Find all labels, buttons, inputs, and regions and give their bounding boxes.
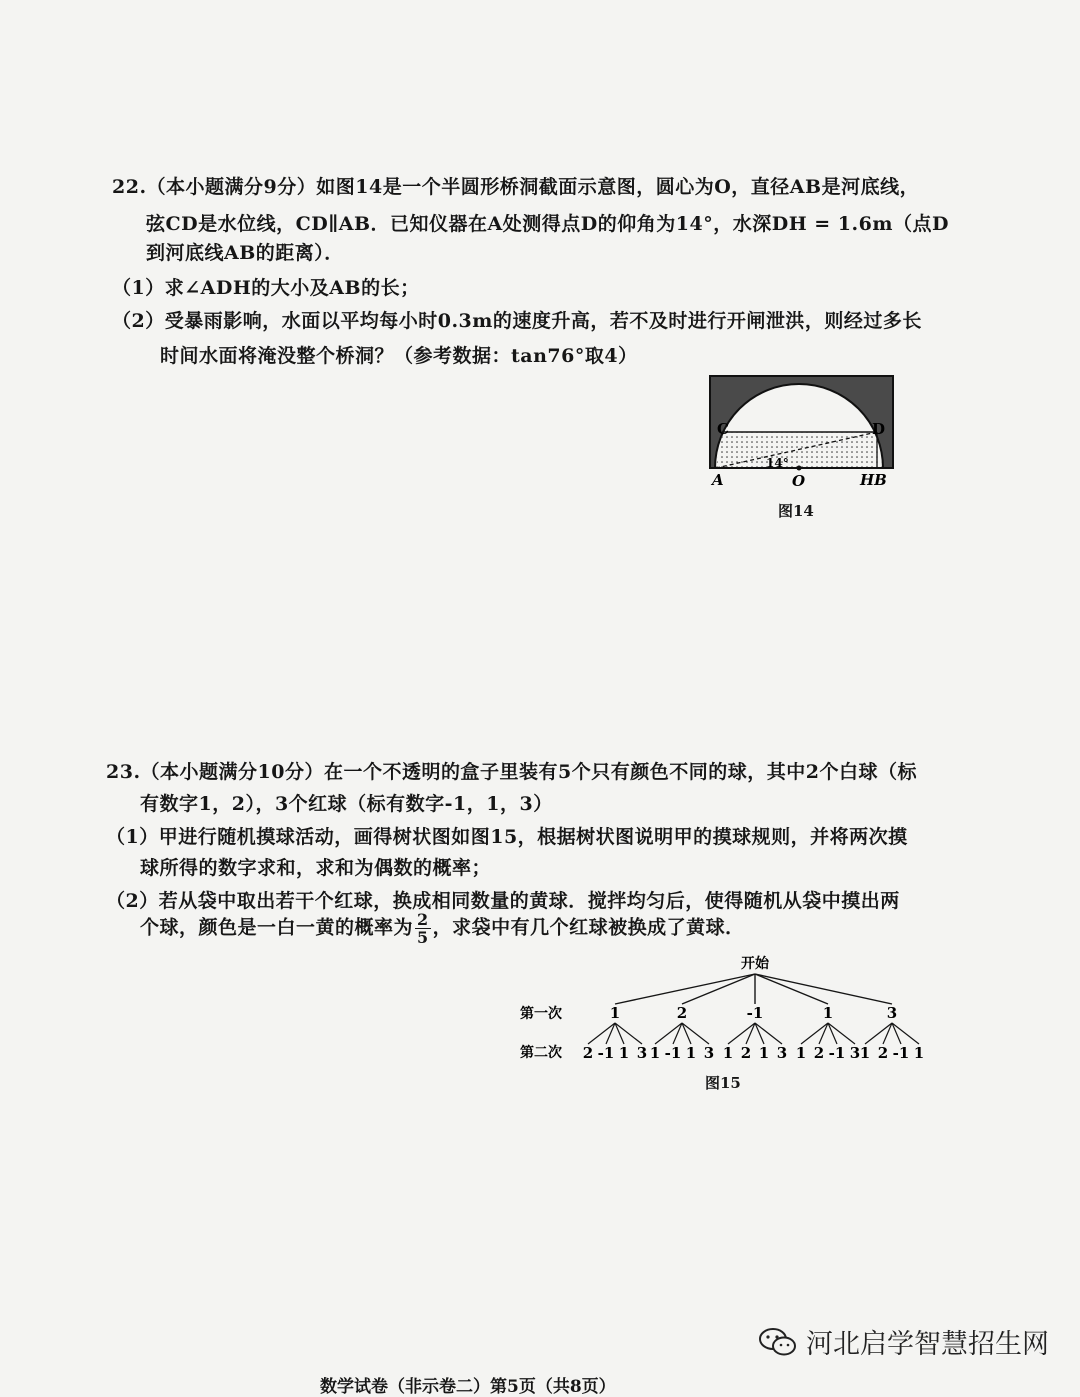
page-footer: 数学试卷（非示卷二）第5页（共8页） <box>320 1377 616 1397</box>
tree-second-draw-node: 1 <box>758 1044 770 1062</box>
tree-second-draw-node: 2 <box>877 1044 889 1062</box>
tree-second-draw-node: 1 <box>795 1044 807 1062</box>
label-a: A <box>712 471 724 489</box>
label-o: O <box>792 472 806 490</box>
q23-line-2: 有数字1，2），3个红球（标有数字-1，1，3） <box>140 793 553 815</box>
probability-fraction <box>415 911 431 946</box>
watermark-text: 河北启学智慧招生网 <box>806 1329 1049 1360</box>
tree-second-draw-node: 2 <box>813 1044 825 1062</box>
tree-first-draw-node: -1 <box>746 1004 764 1022</box>
tree-row-2-label: 第二次 <box>520 1045 562 1061</box>
tree-second-draw-node: 3 <box>636 1044 648 1062</box>
label-d: D <box>872 420 886 438</box>
q23-part-1-line-2: 球所得的数字求和，求和为偶数的概率； <box>140 857 492 879</box>
q22-line-1: 22.（本小题满分9分）如图14是一个半圆形桥洞截面示意图，圆心为O，直径AB是河底线， <box>112 176 920 198</box>
tree-first-draw-node: 2 <box>676 1004 688 1022</box>
figure-15-caption: 图15 <box>705 1074 741 1092</box>
q23-part-2-line-2 <box>140 911 745 946</box>
tree-branch <box>615 974 755 1004</box>
fraction-denominator: 5 <box>417 928 429 947</box>
q22-line-3: 到河底线AB的距离）． <box>146 242 344 264</box>
q23-part-1-line-1: （1）甲进行随机摸球活动，画得树状图如图15，根据树状图说明甲的摸球规则，并将两次摸 <box>106 826 908 848</box>
tree-first-draw-node: 3 <box>886 1004 898 1022</box>
bridge-figure-14 <box>700 370 900 490</box>
tree-branch <box>755 974 828 1004</box>
tree-second-draw-node: 1 <box>722 1044 734 1062</box>
fraction-numerator: 2 <box>417 910 429 929</box>
tree-row-1-label: 第一次 <box>520 1006 562 1022</box>
q23-line-1: 23.（本小题满分10分）在一个不透明的盒子里装有5个只有颜色不同的球，其中2个白球（标 <box>106 761 917 783</box>
q23-part-2-text-b: ，求袋中有几个红球被换成了黄球． <box>432 916 745 939</box>
q22-line-2: 弦CD是水位线，CD∥AB．已知仪器在A处测得点D的仰角为14°，水深DH = 1.6m（点D <box>146 213 949 235</box>
tree-second-draw-node: -1 <box>597 1044 615 1062</box>
figure-14-caption: 图14 <box>778 502 814 520</box>
tree-second-draw-node: -1 <box>664 1044 682 1062</box>
label-hb: HB <box>860 471 887 489</box>
tree-second-draw-node: 3 <box>849 1044 861 1062</box>
tree-second-draw-node: 1 <box>685 1044 697 1062</box>
watermark <box>758 1322 1049 1361</box>
label-c: C <box>717 420 729 438</box>
q23-part-2-text-a: 个球，颜色是一白一黄的概率为 <box>140 916 414 939</box>
tree-second-draw-node: 3 <box>703 1044 715 1062</box>
q23-part-2-line-1: （2）若从袋中取出若干个红球，换成相同数量的黄球．搅拌均匀后，使得随机从袋中摸出两 <box>106 890 900 912</box>
wechat-icon <box>758 1326 798 1358</box>
tree-root: 开始 <box>741 956 769 972</box>
tree-second-draw-node: 1 <box>618 1044 630 1062</box>
q22-part-2-line-1: （2）受暴雨影响，水面以平均每小时0.3m的速度升高，若不及时进行开闸泄洪，则经过多长 <box>112 310 922 332</box>
tree-first-draw-node: 1 <box>822 1004 834 1022</box>
q22-part-2-line-2: 时间水面将淹没整个桥洞？（参考数据：tan76°取4） <box>160 345 638 367</box>
tree-second-draw-node: -1 <box>892 1044 910 1062</box>
label-angle: 14° <box>766 456 789 470</box>
tree-second-draw-node: 2 <box>582 1044 594 1062</box>
tree-second-draw-node: 1 <box>913 1044 925 1062</box>
tree-second-draw-node: 1 <box>649 1044 661 1062</box>
tree-second-draw-node: -1 <box>828 1044 846 1062</box>
tree-branch <box>755 974 892 1004</box>
tree-first-draw-node: 1 <box>609 1004 621 1022</box>
tree-second-draw-node: 2 <box>740 1044 752 1062</box>
tree-diagram-figure-15 <box>510 950 930 1070</box>
tree-second-draw-node: 1 <box>859 1044 871 1062</box>
q22-part-1: （1）求∠ADH的大小及AB的长； <box>112 277 420 299</box>
tree-branch <box>682 974 755 1004</box>
tree-second-draw-node: 3 <box>776 1044 788 1062</box>
